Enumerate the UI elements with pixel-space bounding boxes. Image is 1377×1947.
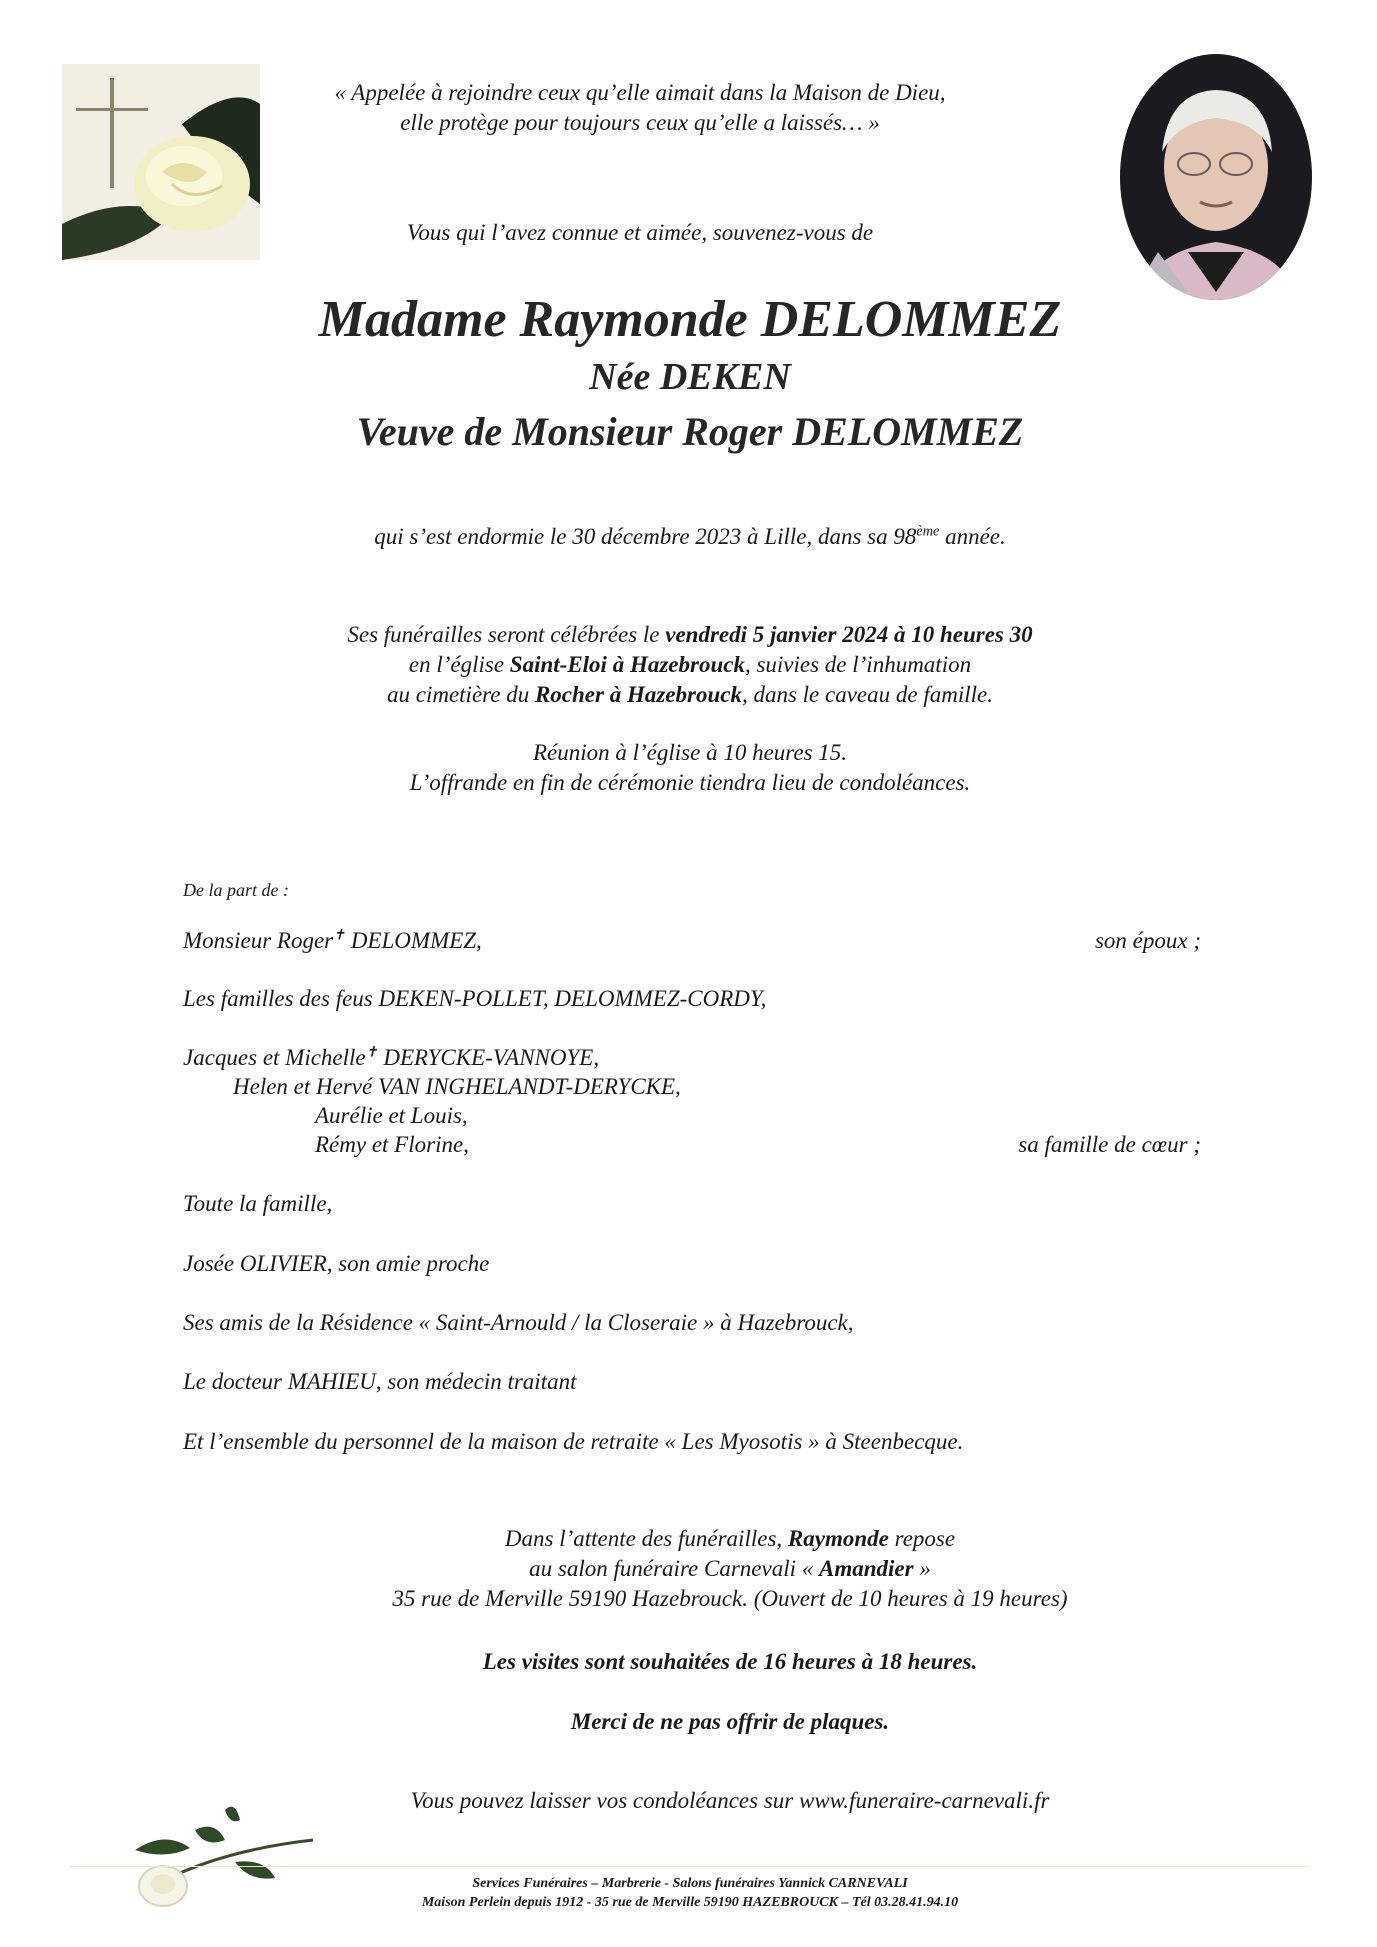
family-row-remy: Rémy et Florine, sa famille de cœur ; [315, 1132, 1201, 1157]
footer-line-1: Services Funéraires – Marbrerie - Salons funéraires Yannick CARNEVALI [472, 1876, 908, 1891]
condolences-line: Vous pouvez laisser vos condoléances sur www.funeraire-carnevali.fr [410, 1788, 1050, 1813]
offering-line: L’offrande en fin de cérémonie tiendra lieu de condoléances. [409, 770, 971, 795]
family-row-olivier: Josée OLIVIER, son amie proche [183, 1251, 490, 1276]
visits-line: Les visites sont souhaitées de 16 heures à 18 heures. [482, 1649, 978, 1674]
husband-relation: son époux ; [1094, 928, 1201, 953]
rest-line-3: 35 rue de Merville 59190 Hazebrouck. (Ouvert de 10 heures à 19 heures) [392, 1586, 1068, 1611]
rose-stem-image [135, 1790, 315, 1910]
rose-image [62, 64, 260, 260]
family-row-helen: Helen et Hervé VAN INGHELANDT-DERYCKE, [233, 1074, 681, 1099]
meeting-details [200, 738, 1180, 798]
widow-of: Veuve de Monsieur Roger DELOMMEZ [356, 409, 1024, 454]
funeral-line-3: au cimetière du Rocher à Hazebrouck, dans le caveau de famille. [387, 682, 993, 707]
maiden-name: Née DEKEN [589, 356, 791, 398]
family-row-all: Toute la famille, [183, 1191, 333, 1216]
rest-line-1: Dans l’attente des funérailles, Raymonde repose [504, 1526, 956, 1551]
death-sup: ème [916, 523, 940, 540]
funeral-details [200, 620, 1180, 710]
family-row-aurelie: Aurélie et Louis, [315, 1103, 468, 1128]
quote-line-1: « Appelée à rejoindre ceux qu’elle aimait dans la Maison de Dieu, [334, 80, 946, 105]
funeral-line-2: en l’église Saint-Eloi à Hazebrouck, suivies de l’inhumation [408, 652, 972, 677]
family-row-staff: Et l’ensemble du personnel de la maison de retraite « Les Myosotis » à Steenbecque. [183, 1429, 964, 1454]
rest-details [300, 1524, 1160, 1614]
family-heading: De la part de : [183, 880, 289, 900]
meeting-line: Réunion à l’église à 10 heures 15. [532, 740, 848, 765]
intro-text: Vous qui l’avez connue et aimée, souvenez-vous de [406, 220, 874, 245]
death-notice [200, 522, 1180, 552]
family-row-doctor: Le docteur MAHIEU, son médecin traitant [183, 1369, 577, 1394]
deceased-name: Madame Raymonde DELOMMEZ [318, 291, 1062, 348]
footer-divider [70, 1866, 1310, 1867]
family-row-husband: Monsieur Roger✝ DELOMMEZ, son époux ; [183, 927, 1201, 953]
footer [300, 1874, 1080, 1912]
quote [250, 78, 1030, 138]
rest-line-2: au salon funéraire Carnevali « Amandier » [529, 1556, 931, 1581]
death-text-end: année. [939, 524, 1006, 549]
family-row-residence: Ses amis de la Résidence « Saint-Arnould / la Closeraie » à Hazebrouck, [183, 1310, 854, 1335]
family-row-families: Les familles des feus DEKEN-POLLET, DELOMMEZ-CORDY, [183, 986, 767, 1011]
funeral-line-1: Ses funérailles seront célébrées le vendredi 5 janvier 2024 à 10 heures 30 [347, 622, 1033, 647]
plaques-line: Merci de ne pas offrir de plaques. [570, 1709, 890, 1734]
quote-line-2: elle protège pour toujours ceux qu’elle a laissés… » [400, 110, 880, 135]
death-text: qui s’est endormie le 30 décembre 2023 à Lille, dans sa 98 [374, 524, 917, 549]
portrait-photo [1118, 52, 1314, 302]
footer-line-2: Maison Perlein depuis 1912 - 35 rue de Merville 59190 HAZEBROUCK – Tél 03.28.41.94.10 [421, 1895, 959, 1910]
cross-icon [62, 64, 260, 260]
family-row-derycke: Jacques et Michelle✝ DERYCKE-VANNOYE, [183, 1044, 600, 1070]
heart-family-relation: sa famille de cœur ; [1018, 1132, 1201, 1157]
